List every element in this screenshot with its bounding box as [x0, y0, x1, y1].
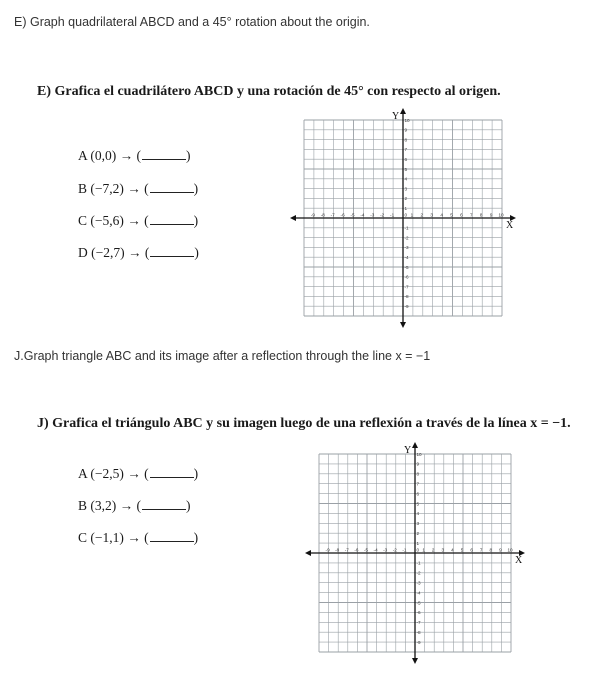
answer-blank[interactable]	[150, 180, 194, 193]
x-tick-label: -1	[402, 547, 407, 553]
y-axis-label: Y	[392, 111, 400, 122]
point-label: B (3,2) → (	[78, 498, 141, 513]
answer-blank[interactable]	[142, 497, 186, 510]
x-tick-label: 5	[460, 547, 464, 553]
point-label: C (−5,6) → (	[78, 213, 149, 228]
x-tick-label: -6	[340, 212, 345, 218]
y-tick-label: -1	[404, 225, 409, 231]
point-c-e: C (−5,6) → ( )	[78, 213, 199, 228]
x-tick-label: 1	[422, 547, 425, 553]
y-tick-label: 2	[416, 531, 420, 536]
x-tick-label: 5	[450, 212, 453, 218]
y-tick-label: -4	[404, 255, 409, 260]
y-tick-label: -3	[416, 580, 421, 586]
x-tick-label: -5	[350, 212, 355, 218]
y-tick-label: -1	[416, 560, 421, 566]
y-tick-label: -6	[416, 610, 421, 616]
point-b-e: B (−7,2) → ( )	[78, 181, 199, 196]
point-label: B (−7,2) → (	[78, 181, 149, 196]
x-tick-label: 8	[479, 212, 483, 218]
y-tick-label: -9	[404, 304, 409, 309]
y-tick-label: 3	[416, 521, 420, 527]
x-tick-label: 10	[507, 547, 513, 553]
y-axis-label: Y	[404, 445, 412, 456]
y-tick-label: 5	[416, 501, 420, 507]
english-prompt-j: J.Graph triangle ABC and its image after a reflection through the line x = −1	[14, 349, 431, 363]
y-tick-label: 7	[404, 147, 408, 153]
x-axis-arrow-left	[305, 550, 311, 556]
y-axis-arrow-down	[400, 322, 406, 328]
spanish-title-j: J) Grafica el triángulo ABC y su imagen luego de una reflexión a través de la línea x = −1.	[37, 416, 571, 431]
y-axis-arrow-up	[412, 442, 418, 448]
y-tick-label: 4	[416, 511, 420, 517]
point-c-j: C (−1,1) → ( )	[78, 530, 199, 545]
x-tick-label: -7	[330, 212, 335, 218]
y-tick-label: 2	[404, 196, 408, 202]
y-tick-label: -7	[416, 620, 421, 626]
spanish-title-e: E) Grafica el cuadrilátero ABCD y una rotación de 45° con respecto al origen.	[37, 84, 501, 99]
x-tick-label: 7	[479, 547, 483, 553]
y-tick-label: 7	[416, 481, 420, 487]
point-label: A (−2,5) → (	[78, 466, 149, 481]
x-tick-label: 2	[420, 212, 424, 218]
y-tick-label: -5	[416, 600, 421, 606]
point-label: D (−2,7) → (	[78, 245, 150, 260]
x-tick-label: 4	[451, 547, 454, 553]
point-a-e: A (0,0) → ( )	[78, 148, 191, 163]
x-tick-label: -1	[390, 212, 395, 218]
y-axis-arrow-up	[400, 108, 406, 114]
x-tick-label: 3	[430, 212, 433, 218]
answer-blank[interactable]	[150, 244, 194, 257]
y-tick-label: 3	[404, 186, 408, 192]
x-tick-label: 1	[410, 212, 414, 218]
x-tick-label: 2	[431, 547, 435, 553]
y-tick-label: 10	[404, 117, 410, 123]
y-tick-label: -2	[416, 570, 421, 576]
x-tick-label: -6	[354, 547, 359, 553]
y-tick-label: 1	[404, 206, 408, 211]
y-tick-label: 5	[404, 166, 408, 172]
x-axis-label: X	[506, 220, 514, 231]
x-tick-label: -3	[383, 547, 388, 553]
answer-blank[interactable]	[150, 529, 194, 542]
grid-svg	[305, 440, 533, 670]
x-tick-label: -9	[310, 212, 315, 218]
y-tick-label: 6	[404, 157, 408, 162]
x-tick-label: -7	[344, 547, 349, 553]
x-tick-label: 10	[498, 212, 504, 218]
x-tick-label: -5	[363, 547, 369, 553]
x-tick-label: -2	[380, 212, 385, 218]
coordinate-grid-j[interactable]	[305, 440, 533, 670]
x-tick-label: 8	[489, 547, 493, 553]
y-tick-label: -9	[416, 639, 421, 645]
answer-blank[interactable]	[142, 147, 186, 160]
x-tick-label: 6	[470, 547, 473, 553]
y-tick-label: 1	[416, 540, 420, 546]
x-axis-label: X	[515, 555, 523, 566]
coordinate-grid-e[interactable]	[290, 108, 520, 333]
point-label: A (0,0) → (	[78, 148, 141, 163]
x-tick-label: -9	[325, 547, 330, 553]
x-tick-label: 4	[440, 212, 443, 218]
y-tick-label: 8	[404, 137, 408, 143]
x-tick-label: -8	[320, 212, 325, 218]
y-tick-label: 8	[416, 471, 420, 477]
y-tick-label: 6	[416, 491, 420, 497]
y-tick-label: -6	[404, 274, 409, 280]
grid-svg	[290, 108, 520, 333]
x-tick-label: -3	[370, 212, 375, 218]
y-tick-label: -4	[416, 590, 421, 596]
answer-blank[interactable]	[150, 212, 194, 225]
y-tick-label: -8	[416, 630, 421, 635]
x-tick-label: -8	[335, 547, 340, 553]
x-tick-label: 9	[489, 212, 493, 218]
point-d-e: D (−2,7) → ( )	[78, 245, 199, 260]
x-tick-label: -4	[360, 212, 365, 218]
answer-blank[interactable]	[150, 465, 194, 478]
x-tick-label: -2	[392, 547, 397, 553]
x-tick-label: 7	[470, 212, 473, 218]
y-tick-label: 10	[416, 451, 422, 457]
x-tick-label: -4	[373, 547, 378, 553]
y-tick-label: 9	[416, 461, 420, 467]
y-tick-label: -3	[404, 245, 409, 251]
origin-label: 0	[404, 212, 408, 218]
y-tick-label: 4	[404, 176, 408, 182]
y-axis-arrow-down	[412, 658, 418, 664]
x-tick-label: 3	[441, 547, 445, 553]
point-a-j: A (−2,5) → ( )	[78, 466, 199, 481]
y-tick-label: -7	[404, 284, 409, 290]
x-axis-arrow-left	[290, 215, 296, 221]
y-tick-label: -2	[404, 235, 409, 241]
x-tick-label: 9	[499, 547, 502, 553]
english-prompt-e: E) Graph quadrilateral ABCD and a 45° rotation about the origin.	[14, 15, 370, 29]
origin-label: 0	[416, 547, 420, 553]
x-tick-label: 6	[460, 212, 463, 218]
y-tick-label: -5	[404, 264, 409, 270]
y-tick-label: -8	[404, 294, 409, 300]
y-tick-label: 9	[404, 127, 408, 133]
point-label: C (−1,1) → (	[78, 530, 149, 545]
point-b-j: B (3,2) → ( )	[78, 498, 191, 513]
